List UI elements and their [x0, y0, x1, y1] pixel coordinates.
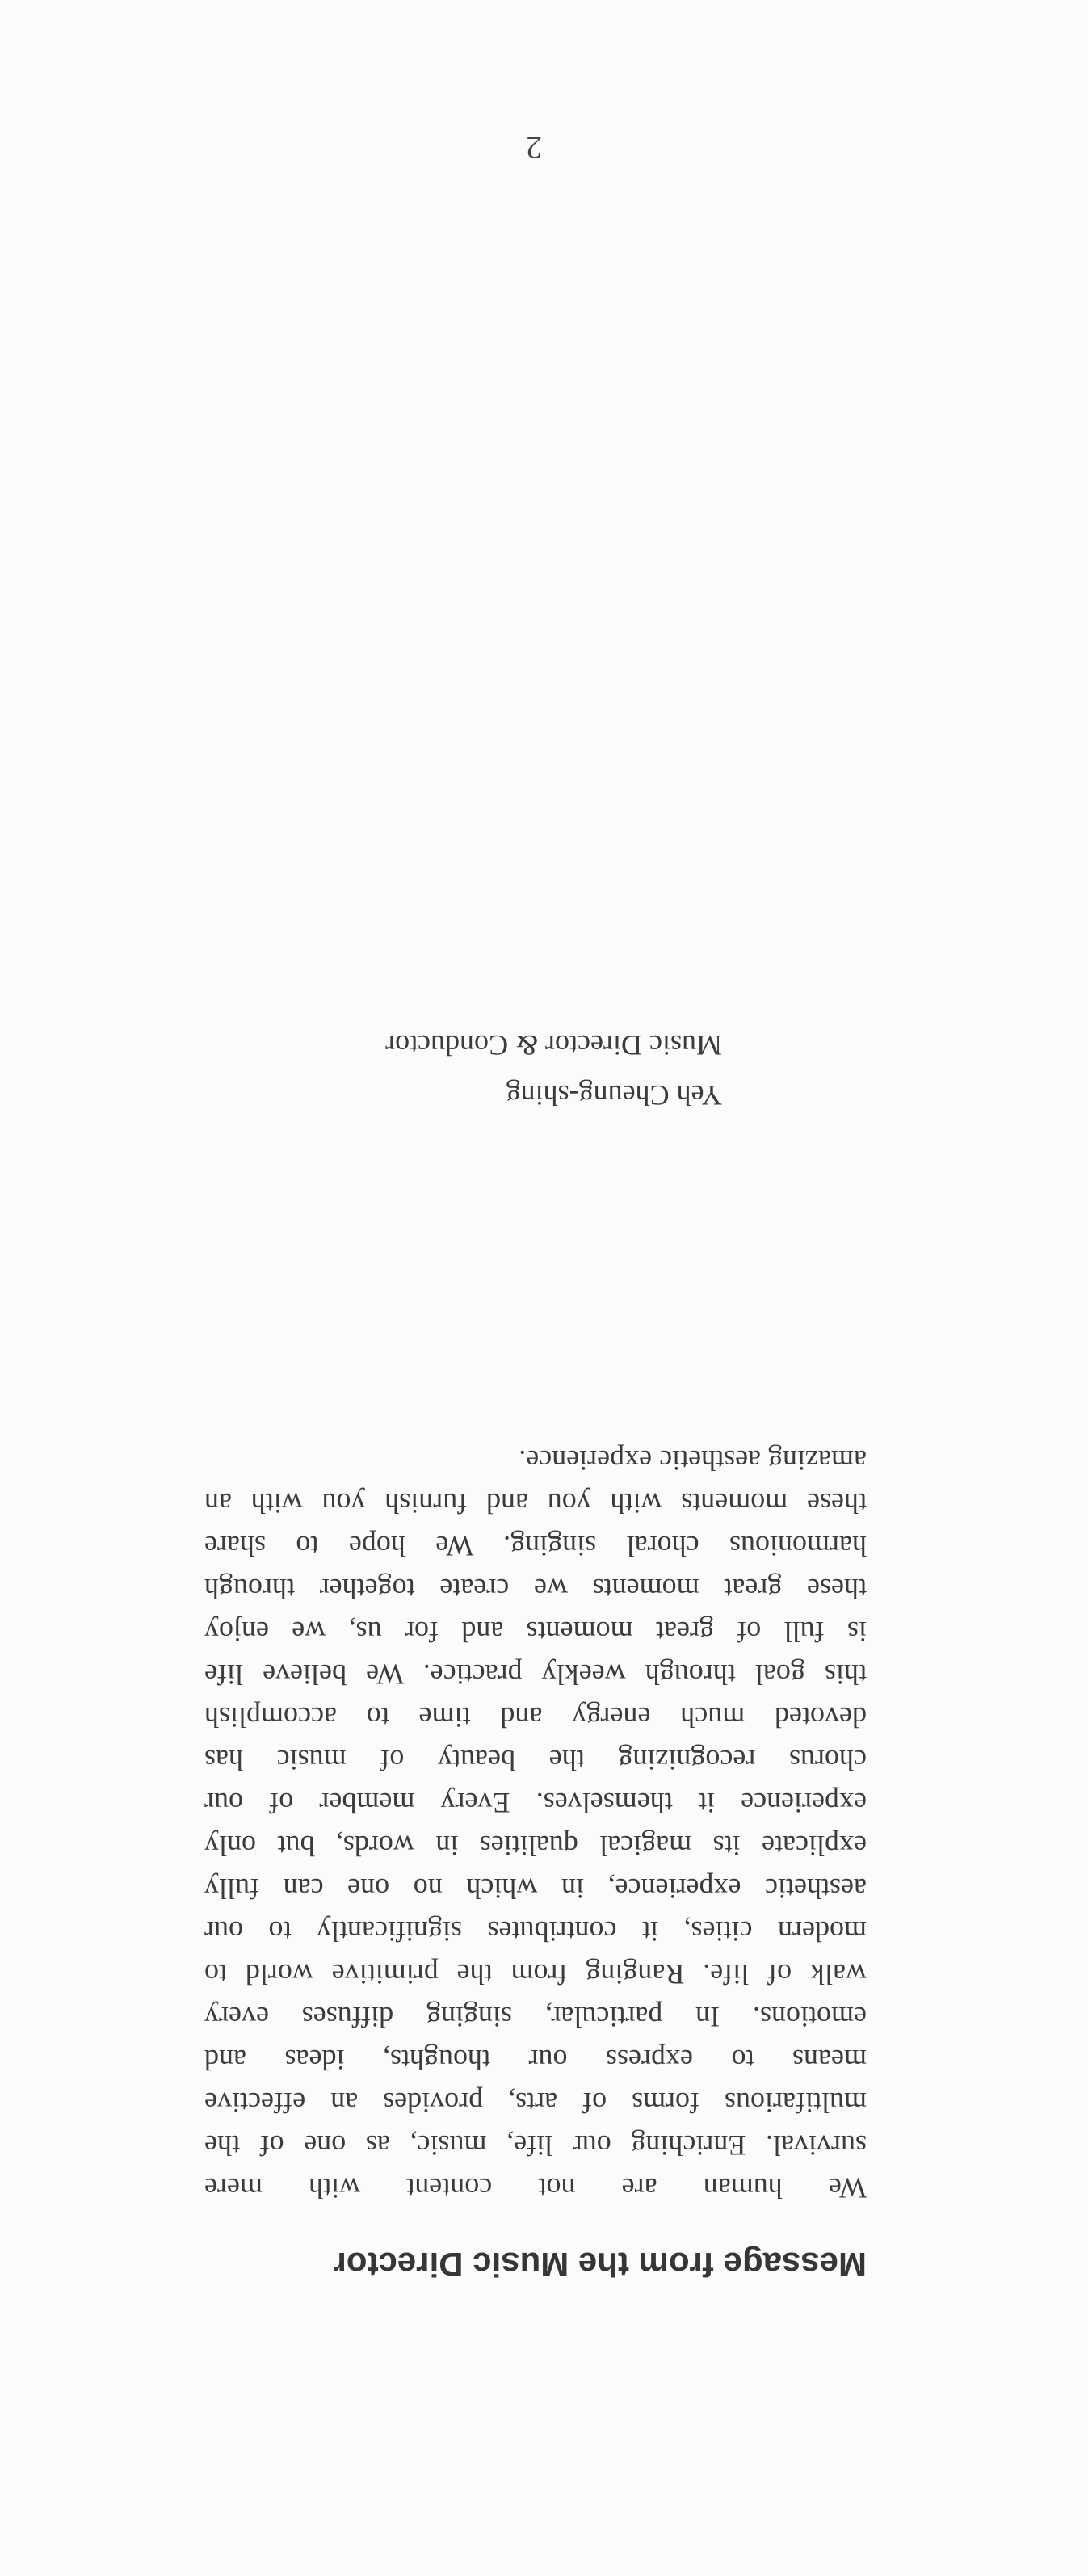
- body-line: experience it themselves. Every member of our: [204, 1787, 867, 1819]
- body-line: We human are not content with mere: [204, 2172, 867, 2204]
- body-line: means to express our thoughts, ideas and: [204, 2044, 867, 2076]
- body-line: is full of great moments and for us, we enjoy: [204, 1616, 867, 1648]
- page-number: 2: [526, 129, 542, 166]
- body-line: these great moments we create together through: [204, 1573, 867, 1605]
- signature-title: Music Director & Conductor: [385, 1029, 722, 1061]
- body-line: these moments with you and furnish you with an: [204, 1487, 867, 1519]
- body-line: survival. Enriching our life, music, as one of the: [204, 2129, 867, 2162]
- body-line: walk of life. Ranging from the primitive world to: [204, 1958, 867, 1990]
- body-line: modern cities, it contributes significantly to our: [204, 1915, 867, 1948]
- signature-name: Yeh Cheung-shing: [506, 1079, 722, 1112]
- body-line: devoted much energy and time to accomplish: [204, 1701, 867, 1733]
- body-line: harmonious choral singing. We hope to share: [204, 1530, 867, 1562]
- signature-block: [385, 1020, 722, 1120]
- page-title: Message from the Music Director: [333, 2246, 867, 2284]
- body-line: multifarious forms of arts, provides an effective: [204, 2086, 867, 2119]
- message-body: [204, 1439, 867, 2209]
- body-line: explicate its magical qualities in words, but only: [204, 1830, 867, 1862]
- body-line: this goal through weekly practice. We believe life: [204, 1658, 867, 1691]
- body-line: emotions. In particular, singing diffuses every: [204, 2001, 867, 2033]
- body-line: amazing aesthetic experience.: [519, 1444, 867, 1477]
- body-line: aesthetic experience, in which no one can fully: [204, 1872, 867, 1905]
- body-line: chorus recognizing the beauty of music has: [204, 1744, 867, 1776]
